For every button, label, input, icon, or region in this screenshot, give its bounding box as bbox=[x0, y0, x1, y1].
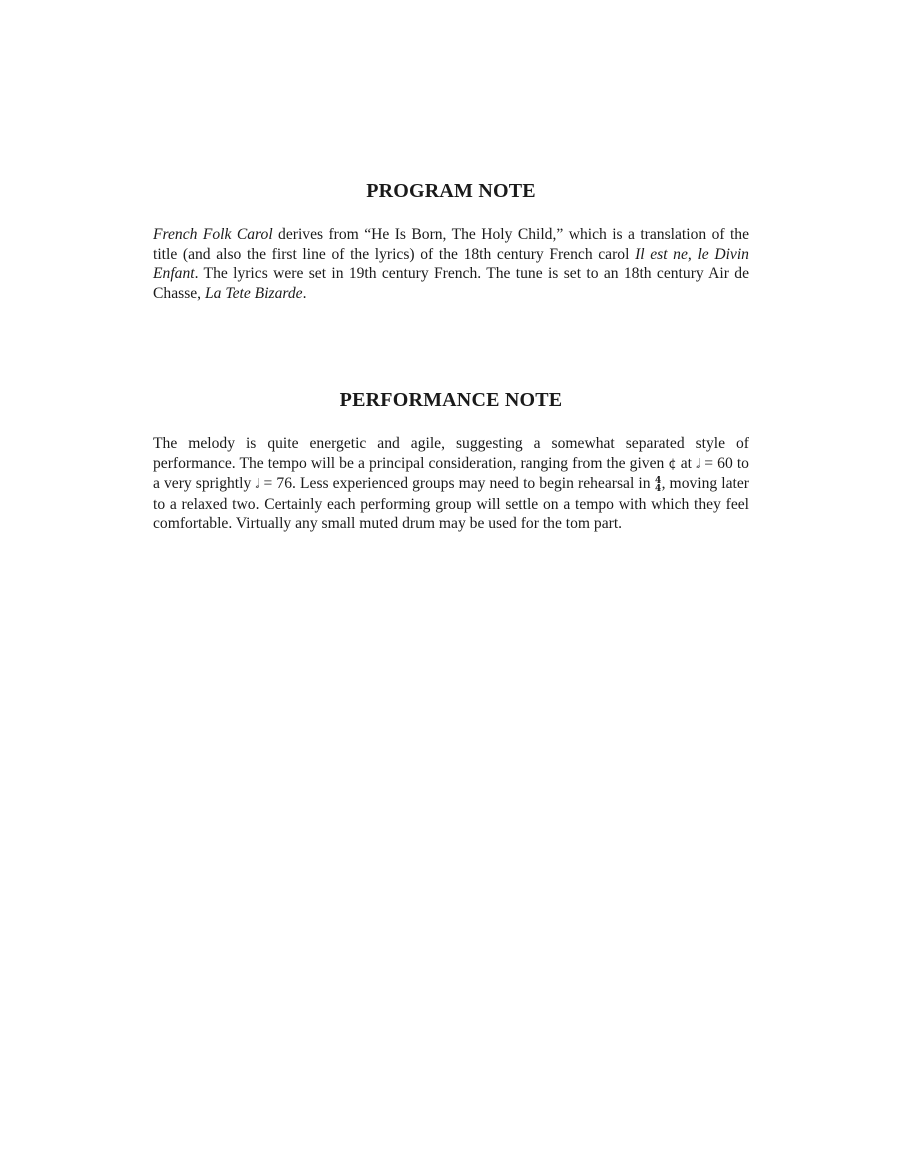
performance-note-heading: PERFORMANCE NOTE bbox=[339, 389, 563, 411]
performance-note-text-3: = 60 to a very sprightly bbox=[153, 454, 749, 492]
performance-note-text-5: , moving later to a relaxed two. Certainly each performing group will settle on a tempo with which they feel comfortable. Virtually any small muted drum may be used for the tom part. bbox=[153, 475, 749, 532]
program-note-body bbox=[153, 225, 749, 303]
program-note-heading: PROGRAM NOTE bbox=[366, 180, 536, 202]
program-note-text-2: . The lyrics were set in 19th century French. The tune is set to an 18th century Air de Chasse, bbox=[153, 265, 749, 302]
time-signature-top: 4 bbox=[654, 476, 662, 486]
performance-note-text-1: The melody is quite energetic and agile, suggesting a somewhat separated style of performance. The tempo will be a principal consideration, ranging from the given bbox=[153, 435, 749, 472]
performance-note-section bbox=[153, 389, 749, 534]
air-title: La Tete Bizarde bbox=[204, 284, 303, 302]
time-signature-icon bbox=[655, 477, 662, 493]
half-note-icon: 𝅗𝅥 bbox=[255, 477, 260, 492]
cut-time-icon: ¢ bbox=[668, 456, 677, 472]
piece-title: French Folk Carol bbox=[153, 226, 273, 243]
program-note-text-1: derives from “He Is Born, The Holy Child,” which is a translation of the title (and also the first line of the lyrics) of the 18th century French carol bbox=[153, 226, 750, 263]
performance-note-text-4: = 76. Less experienced groups may need to begin rehearsal in bbox=[259, 475, 655, 492]
half-note-icon: 𝅗𝅥 bbox=[696, 456, 701, 472]
program-note-section bbox=[153, 180, 749, 303]
performance-note-text-2: at bbox=[676, 454, 697, 472]
carol-title: Il est ne, le Divin Enfant bbox=[153, 245, 749, 282]
program-note-text-3: . bbox=[302, 284, 307, 302]
time-signature-bottom: 4 bbox=[654, 484, 662, 494]
performance-note-body bbox=[153, 434, 749, 534]
